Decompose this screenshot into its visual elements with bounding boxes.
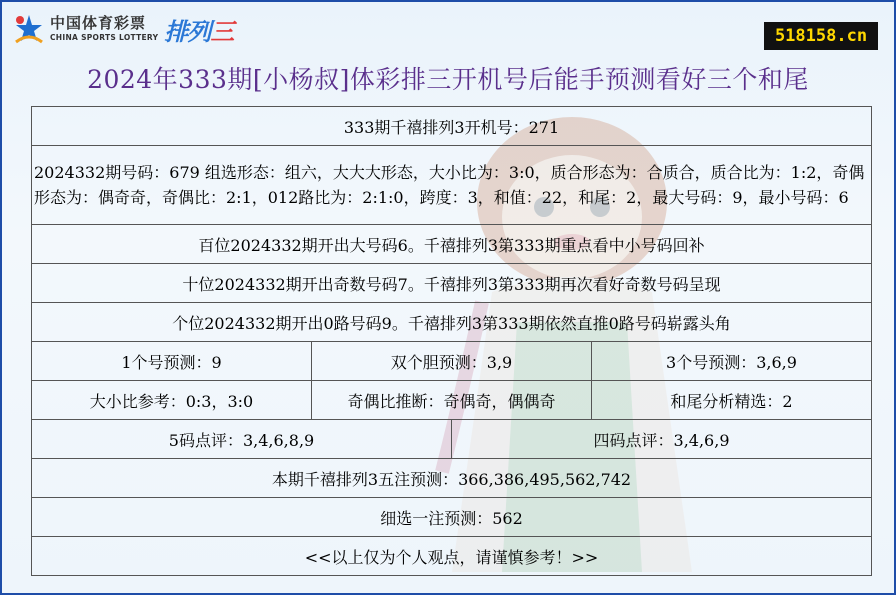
shi-cell: 十位2024332期开出奇数号码7。千禧排列3第333期再次看好奇数号码呈现 — [32, 264, 872, 303]
logo-brand-b: 三 — [210, 17, 234, 46]
one-num-cell: 1个号预测：9 — [32, 342, 312, 381]
table-row — [32, 459, 872, 498]
prev-result-cell: 2024332期号码：679 组选形态：组六，大大大形态，大小比为：3:0，质合形态为：合质合，质合比为：1:2，奇偶形态为：偶奇奇，奇偶比：2:1，012路比为：2:1:0，跨度：3，和值：22，和尾：2，最大号码：9，最小号码：6 — [32, 146, 872, 225]
five-ma-cell: 5码点评：3,4,6,8,9 — [32, 420, 452, 459]
four-ma-cell: 四码点评：3,4,6,9 — [452, 420, 872, 459]
table-row — [32, 498, 872, 537]
kaiji-cell: 333期千禧排列3开机号：271 — [32, 107, 872, 146]
five-zhu-cell: 本期千禧排列3五注预测：366,386,495,562,742 — [32, 459, 872, 498]
logo-cn: 中国体育彩票 — [50, 14, 147, 33]
three-num-cell: 3个号预测：3,6,9 — [592, 342, 872, 381]
note-cell: <<以上仅为个人观点，请谨慎参考！>> — [32, 537, 872, 576]
table-row — [32, 225, 872, 264]
table-row — [32, 342, 872, 381]
daxiao-cell: 大小比参考：0:3，3:0 — [32, 381, 312, 420]
page-title: 2024年333期[小杨叔]体彩排三开机号后能手预测看好三个和尾 — [87, 65, 809, 94]
table-row — [32, 146, 872, 225]
two-dan-cell: 双个胆预测：3,9 — [312, 342, 592, 381]
table-row — [32, 107, 872, 146]
prediction-table — [31, 106, 872, 576]
lottery-star-icon — [12, 12, 46, 46]
table-row — [32, 264, 872, 303]
bai-cell: 百位2024332期开出大号码6。千禧排列3第333期重点看中小号码回补 — [32, 225, 872, 264]
jiou-cell: 奇偶比推断：奇偶奇，偶偶奇 — [312, 381, 592, 420]
table-row — [32, 303, 872, 342]
logo-text — [50, 16, 158, 42]
logo-brand — [164, 12, 233, 47]
logo-en: CHINA SPORTS LOTTERY — [50, 33, 159, 43]
china-sports-lottery-logo — [12, 10, 233, 48]
site-badge: 518158.cn — [764, 22, 878, 50]
table-row — [32, 381, 872, 420]
one-zhu-cell: 细选一注预测：562 — [32, 498, 872, 537]
ge-cell: 个位2024332期开出0路号码9。千禧排列3第333期依然直推0路号码崭露头角 — [32, 303, 872, 342]
table-row — [32, 537, 872, 576]
table-row — [32, 420, 872, 459]
logo-brand-a: 排列 — [164, 17, 211, 46]
hewei-cell: 和尾分析精选：2 — [592, 381, 872, 420]
